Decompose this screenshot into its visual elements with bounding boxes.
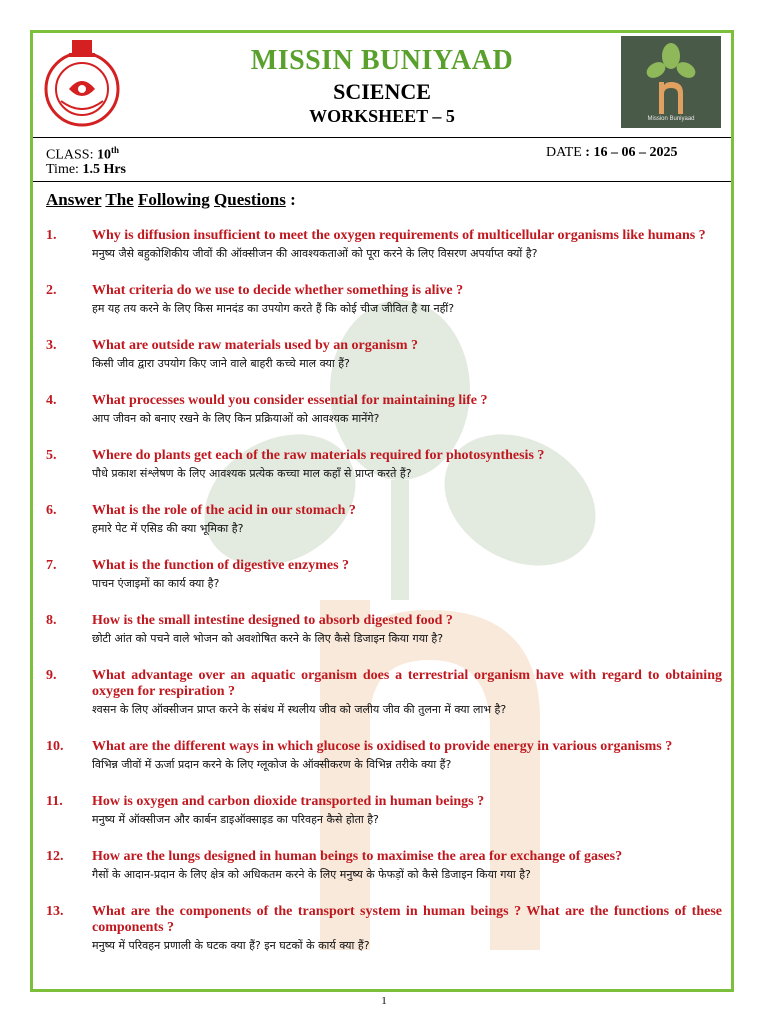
question-english: What is the role of the acid in our stomach ? (92, 503, 356, 518)
question-number: 3. (46, 338, 57, 353)
question-hindi: गैसों के आदान-प्रदान के लिए क्षेत्र को अधिकतम करने के लिए मनुष्य के फेफड़ों को कैसे डिजाइन किया गया है? (92, 868, 531, 881)
question-number: 9. (46, 668, 57, 683)
question-number: 2. (46, 283, 57, 298)
instructions-word-4: Questions (214, 190, 286, 209)
question-item (46, 338, 722, 371)
class-suffix: th (110, 145, 119, 155)
instructions-colon: : (290, 190, 296, 209)
worksheet-header (33, 33, 731, 137)
question-hindi: हमारे पेट में एसिड की क्या भूमिका है? (92, 522, 244, 535)
question-english: How are the lungs designed in human beings to maximise the area for exchange of gases? (92, 849, 623, 864)
question-english: What advantage over an aquatic organism does a terrestrial organism have with regard to obtaining oxygen for respiration ? (92, 668, 722, 699)
question-list (46, 228, 722, 953)
question-number: 13. (46, 904, 64, 919)
question-item (46, 393, 722, 426)
question-item (46, 739, 722, 772)
question-hindi: छोटी आंत को पचने वाले भोजन को अवशोषित करने के लिए कैसे डिजाइन किया गया है? (92, 632, 444, 645)
question-english: What are the components of the transport system in human beings ? What are the functions of these components ? (92, 904, 722, 935)
mission-buniyaad-logo (621, 36, 721, 128)
question-number: 6. (46, 503, 57, 518)
question-hindi: आप जीवन को बनाए रखने के लिए किन प्रक्रियाओं को आवश्यक मानेंगे? (92, 412, 380, 425)
question-item (46, 228, 722, 261)
page-number: 1 (381, 995, 387, 1007)
question-hindi: विभिन्न जीवों में ऊर्जा प्रदान करने के लिए ग्लूकोज के ऑक्सीकरण के विभिन्न तरीके क्या हैं? (92, 758, 452, 771)
question-number: 11. (46, 794, 63, 809)
logo-caption: Mission Buniyaad (647, 116, 695, 122)
class-info (46, 145, 119, 164)
header-divider (33, 137, 731, 138)
question-number: 5. (46, 448, 57, 463)
question-hindi: पाचन एंजाइमों का कार्य क्या है? (92, 577, 220, 590)
question-hindi: मनुष्य जैसे बहुकोशिकीय जीवों की ऑक्सीजन की आवश्यकताओं को पूरा करने के लिए विसरण अपर्याप्त क्यों है? (92, 247, 538, 260)
question-hindi: मनुष्य में परिवहन प्रणाली के घटक क्या हैं? इन घटकों के कार्य क्या हैं? (92, 939, 370, 952)
question-item (46, 613, 722, 646)
question-english: What criteria do we use to decide whether something is alive ? (92, 283, 464, 298)
class-label: CLASS: (46, 147, 94, 163)
time-label: Time: (46, 162, 79, 177)
date-label: DATE (546, 145, 582, 160)
question-number: 12. (46, 849, 64, 864)
question-item (46, 448, 722, 481)
question-english: Where do plants get each of the raw materials required for photosynthesis ? (92, 448, 545, 463)
question-hindi: मनुष्य में ऑक्सीजन और कार्बन डाइऑक्साइड का परिवहन कैसे होता है? (92, 813, 379, 826)
time-info (46, 162, 126, 178)
question-item (46, 558, 722, 591)
question-english: What are outside raw materials used by an organism ? (92, 338, 419, 353)
subject-title: SCIENCE (333, 79, 431, 104)
question-number: 8. (46, 613, 57, 628)
question-number: 7. (46, 558, 57, 573)
question-english: How is oxygen and carbon dioxide transported in human beings ? (92, 794, 485, 809)
instructions-word-2: The (105, 190, 134, 209)
date-value: : 16 – 06 – 2025 (585, 145, 678, 160)
question-item (46, 794, 722, 827)
instructions-word-1: Answer (46, 190, 102, 209)
date-info (546, 145, 677, 161)
question-english: Why is diffusion insufficient to meet the oxygen requirements of multicellular organisms like humans ? (92, 228, 706, 243)
question-item (46, 503, 722, 536)
class-value: 10 (96, 147, 111, 163)
instructions-heading (46, 190, 296, 210)
time-value: 1.5 Hrs (82, 162, 127, 177)
question-hindi: पौधे प्रकाश संश्लेषण के लिए आवश्यक प्रत्येक कच्चा माल कहाँ से प्राप्त करते हैं? (92, 467, 412, 480)
question-english: What are the different ways in which glucose is oxidised to provide energy in various organisms ? (92, 739, 673, 754)
question-hindi: किसी जीव द्वारा उपयोग किए जाने वाले बाहरी कच्चे माल क्या हैं? (92, 357, 350, 370)
question-item (46, 849, 722, 882)
question-english: What processes would you consider essential for maintaining life ? (92, 393, 488, 408)
instructions-word-3: Following (137, 190, 210, 209)
question-english: What is the function of digestive enzymes ? (92, 558, 350, 573)
question-item (46, 283, 722, 316)
question-item (46, 904, 722, 953)
leaf-logo-icon (621, 36, 721, 128)
question-number: 4. (46, 393, 57, 408)
question-number: 10. (46, 739, 64, 754)
question-item (46, 668, 722, 717)
question-number: 1. (46, 228, 57, 243)
question-hindi: हम यह तय करने के लिए किस मानदंड का उपयोग करते हैं कि कोई चीज जीवित है या नहीं? (92, 302, 455, 315)
meta-divider (33, 181, 731, 182)
question-hindi: श्वसन के लिए ऑक्सीजन प्राप्त करने के संबंध में स्थलीय जीव को जलीय जीव की तुलना में क्या लाभ है? (92, 703, 507, 716)
question-english: How is the small intestine designed to absorb digested food ? (92, 613, 453, 628)
program-title: MISSIN BUNIYAAD (250, 45, 514, 76)
worksheet-title: WORKSHEET – 5 (309, 106, 455, 126)
